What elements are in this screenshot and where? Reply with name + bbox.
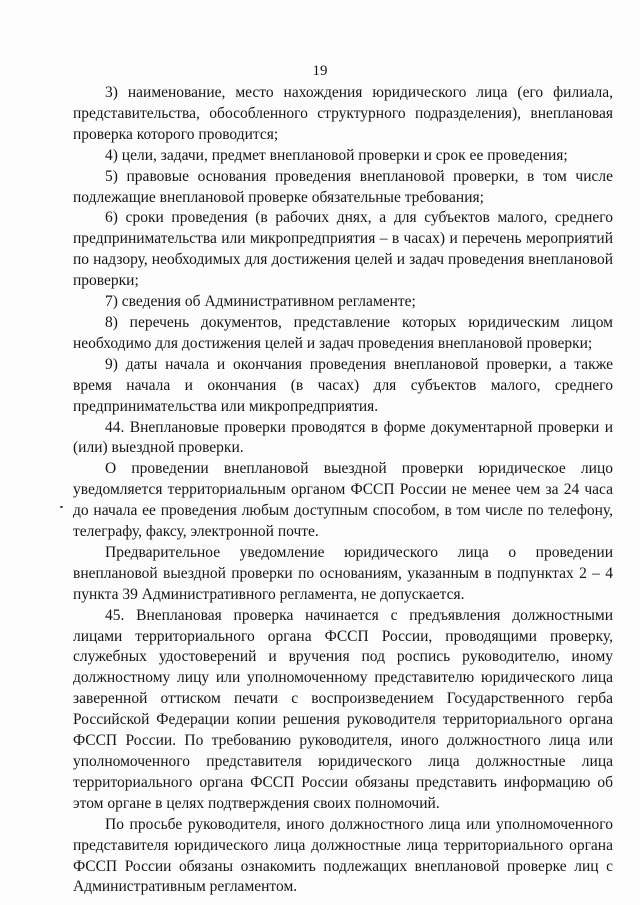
notification-paragraph: О проведении внеплановой выездной проверки юридическое лицо уведомляется территориальным органом ФССП России не менее чем за 24 часа до начала ее проведения любым доступным способом, в том числе по телефону, телеграфу, факсу, электронной почте. bbox=[73, 460, 613, 541]
item-8-paragraph: 8) перечень документов, представление которых юридическим лицом необходимо для достижения целей и задач проведения внеплановой проверки; bbox=[73, 313, 613, 352]
item-5-paragraph: 5) правовые основания проведения внеплановой проверки, в том числе подлежащие внеплановой проверке обязательные требования; bbox=[73, 167, 613, 206]
item-9-paragraph: 9) даты начала и окончания проведения внеплановой проверки, а также время начала и окончания (в часах) для субъектов малого, среднего предпринимательства или микропредприятия. bbox=[73, 355, 613, 415]
clause-45-paragraph: 45. Внеплановая проверка начинается с предъявления должностными лицами территориального органа ФССП России, проводящими проверку, служебных удостоверений и вручения под роспись руководителю, иному должностному лицу или уполномоченному представителю юридического лица заверенной оттиском печати с воспроизведением Государственного герба Российской Федерации копии решения руководителя территориального органа ФССП России. По требованию руководителя, иного должностного лица или уполномоченного представителя юридического лица должностные лица территориального органа ФССП России обязаны представить информацию об этом органе в целях подтверждения своих полномочий. bbox=[73, 606, 613, 812]
page-number: 19 bbox=[312, 63, 328, 79]
item-3-paragraph: 3) наименование, место нахождения юридического лица (его филиала, представительства, обособленного структурного подразделения), внеплановая проверка которого проводится; bbox=[73, 84, 613, 143]
item-7-paragraph: 7) сведения об Административном регламенте; bbox=[105, 293, 416, 311]
item-4-paragraph: 4) цели, задачи, предмет внеплановой проверки и срок ее проведения; bbox=[105, 146, 568, 164]
clause-44-paragraph: 44. Внеплановые проверки проводятся в форме документарной проверки и (или) выездной проверки. bbox=[73, 418, 613, 457]
margin-mark bbox=[60, 506, 63, 508]
prior-notice-paragraph: Предварительное уведомление юридического лица о проведении внеплановой выездной проверки по основаниям, указанным в подпунктах 2 – 4 пункта 39 Административного регламента, не допускается. bbox=[73, 543, 613, 603]
request-paragraph: По просьбе руководителя, иного должностного лица или уполномоченного представителя юридического лица должностные лица территориального органа ФССП России обязаны ознакомить подлежащих внеплановой проверке лиц с Административным регламентом. bbox=[73, 815, 613, 896]
item-6-paragraph: 6) сроки проведения (в рабочих днях, а для субъектов малого, среднего предпринимательства или микропредприятия – в часах) и перечень мероприятий по надзору, необходимых для достижения целей и задач проведения внеплановой проверки; bbox=[73, 209, 613, 290]
document-body bbox=[73, 83, 613, 898]
